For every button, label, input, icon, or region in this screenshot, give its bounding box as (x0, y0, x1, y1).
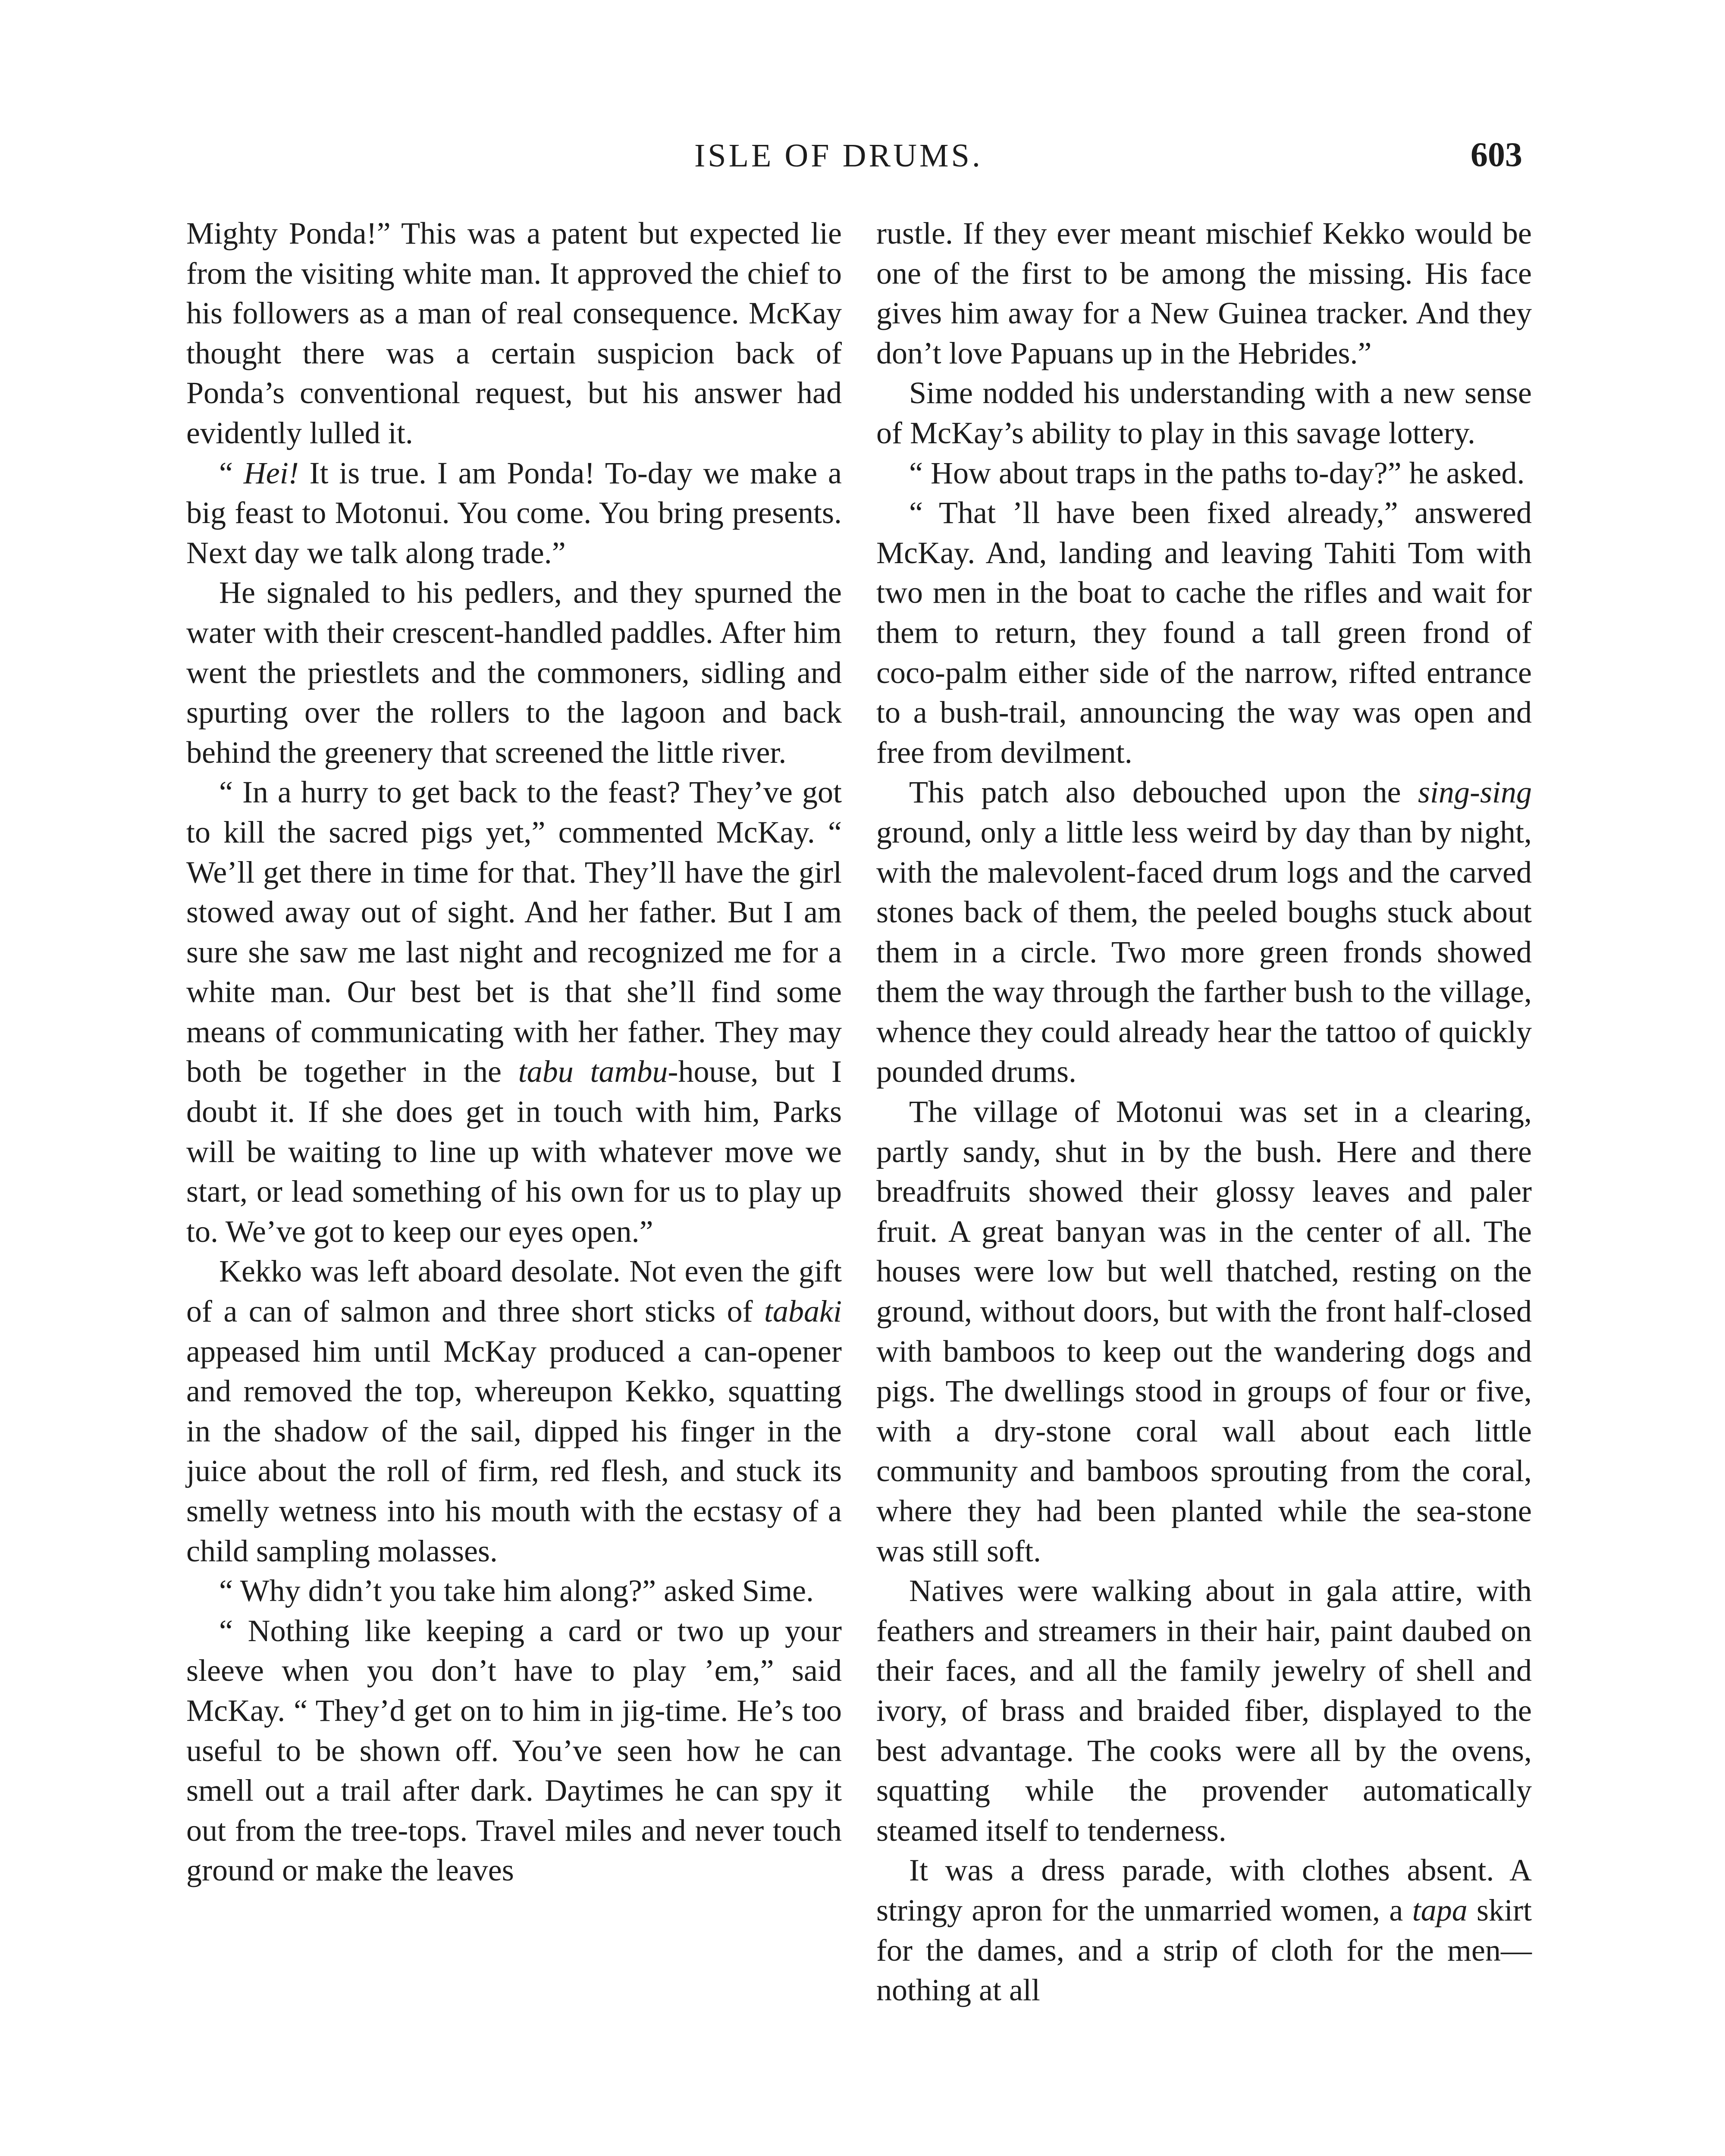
paragraph (876, 213, 1532, 373)
text-run: The village of Motonui was set in a clearing, partly sandy, shut in by the bush. Here and there breadfruits showed their glossy leaves and paler fruit. A great banyan was in the center of all. The houses were low but well thatched, resting on the ground, without doors, but with the front half-closed with bamboos to keep out the wandering dogs and pigs. The dwellings stood in groups of four or five, with a dry-stone coral wall about each little community and bamboos sprouting from the coral, where they had been planted while the sea-stone was still soft. (876, 1094, 1532, 1568)
paragraph (186, 1571, 842, 1611)
text-run: He signaled to his pedlers, and they spurned the water with their crescent-handled paddles. After him went the priestlets and the commoners, sidling and spurting over the rollers to the lagoon and back behind the greenery that screened the little river. (186, 575, 842, 770)
paragraph (186, 453, 842, 573)
text-run: Mighty Ponda!” This was a patent but expected lie from the visiting white man. It approved the chief to his followers as a man of real consequence. McKay thought there was a certain suspicion back of Ponda’s conventional request, but his answer had evidently lulled it. (186, 216, 842, 450)
paragraph (876, 1092, 1532, 1571)
italic-text: tabu tambu (518, 1054, 668, 1089)
italic-text: tabaki (764, 1294, 842, 1329)
text-run: Natives were walking about in gala attire, with feathers and streamers in their hair, paint daubed on their faces, and all the family jewelry of shell and ivory, of brass and braided fiber, displayed to the best advantage. The cooks were all by the ovens, squatting while the provender automatically steamed itself to tenderness. (876, 1573, 1532, 1848)
paragraph (186, 772, 842, 1251)
text-run: “ That ’ll have been fixed already,” answered McKay. And, landing and leaving Tahiti Tom with two men in the boat to cache the rifles and wait for them to return, they found a tall green frond of coco-palm either side of the narrow, rifted entrance to a bush-trail, announcing the way was open and free from devilment. (876, 495, 1532, 770)
left-text-column (186, 213, 842, 1890)
text-run: ground, only a little less weird by day than by night, with the malevolent-faced drum logs and the carved stones back of them, the peeled boughs stuck about them in a circle. Two more green fronds showed them the way through the farther bush to the village, whence they could already hear the tattoo of quickly pounded drums. (876, 815, 1532, 1089)
text-run: rustle. If they ever meant mischief Kekko would be one of the first to be among the missing. His face gives him away for a New Guinea tracker. And they don’t love Papuans up in the Hebrides.” (876, 216, 1532, 370)
text-run: “ Why didn’t you take him along?” asked Sime. (219, 1573, 814, 1608)
text-run: “ Nothing like keeping a card or two up your sleeve when you don’t have to play ’em,” said McKay. “ They’d get on to him in jig-time. He’s too useful to be shown off. You’ve seen how he can smell out a trail after dark. Daytimes he can spy it out from the tree-tops. Travel miles and never touch ground or make the leaves (186, 1613, 842, 1888)
right-text-column (876, 213, 1532, 2010)
italic-text: sing-sing (1418, 775, 1532, 810)
italic-text: tapa (1412, 1893, 1468, 1927)
text-run: “ How about traps in the paths to-day?” he asked. (909, 455, 1525, 490)
paragraph (876, 493, 1532, 772)
paragraph (876, 1571, 1532, 1850)
paragraph (876, 453, 1532, 493)
text-run: skirt for the dames, and a strip of cloth for the men—nothing at all (876, 1893, 1532, 2008)
text-run: It is true. I am Ponda! To-day we make a big feast to Motonui. You come. You bring presents. Next day we talk along trade.” (186, 455, 842, 570)
text-run: appeased him until McKay produced a can-opener and removed the top, whereupon Kekko, squatting in the shadow of the sail, dipped his finger in the juice about the roll of firm, red flesh, and stuck its smelly wetness into his mouth with the ecstasy of a child sampling molasses. (186, 1334, 842, 1568)
text-run: -house, but I doubt it. If she does get in touch with him, Parks will be waiting to line up with whatever move we start, or lead something of his own for us to play up to. We’ve got to keep our eyes open.” (186, 1054, 842, 1249)
text-run: “ In a hurry to get back to the feast? They’ve got to kill the sacred pigs yet,” commented McKay. “ We’ll get there in time for that. They’ll have the girl stowed away out of sight. And her father. But I am sure she saw me last night and recognized me for a white man. Our best bet is that she’ll find some means of communicating with her father. They may both be together in the (186, 775, 842, 1089)
paragraph (876, 373, 1532, 453)
text-run: It was a dress parade, with clothes absent. A stringy apron for the unmarried women, a (876, 1853, 1532, 1927)
text-run: “ (219, 455, 244, 490)
running-title: ISLE OF DRUMS. (694, 138, 983, 174)
text-run: This patch also debouched upon the (909, 775, 1418, 810)
text-run: Kekko was left aboard desolate. Not even the gift of a can of salmon and three short sticks of (186, 1254, 842, 1329)
italic-text: Hei! (243, 455, 299, 490)
page-number: 603 (1471, 136, 1522, 174)
text-run: Sime nodded his understanding with a new sense of McKay’s ability to play in this savage lottery. (876, 376, 1532, 450)
paragraph (186, 1251, 842, 1571)
paragraph (186, 213, 842, 453)
paragraph (186, 1611, 842, 1890)
paragraph (186, 573, 842, 772)
paragraph (876, 772, 1532, 1092)
paragraph (876, 1850, 1532, 2010)
